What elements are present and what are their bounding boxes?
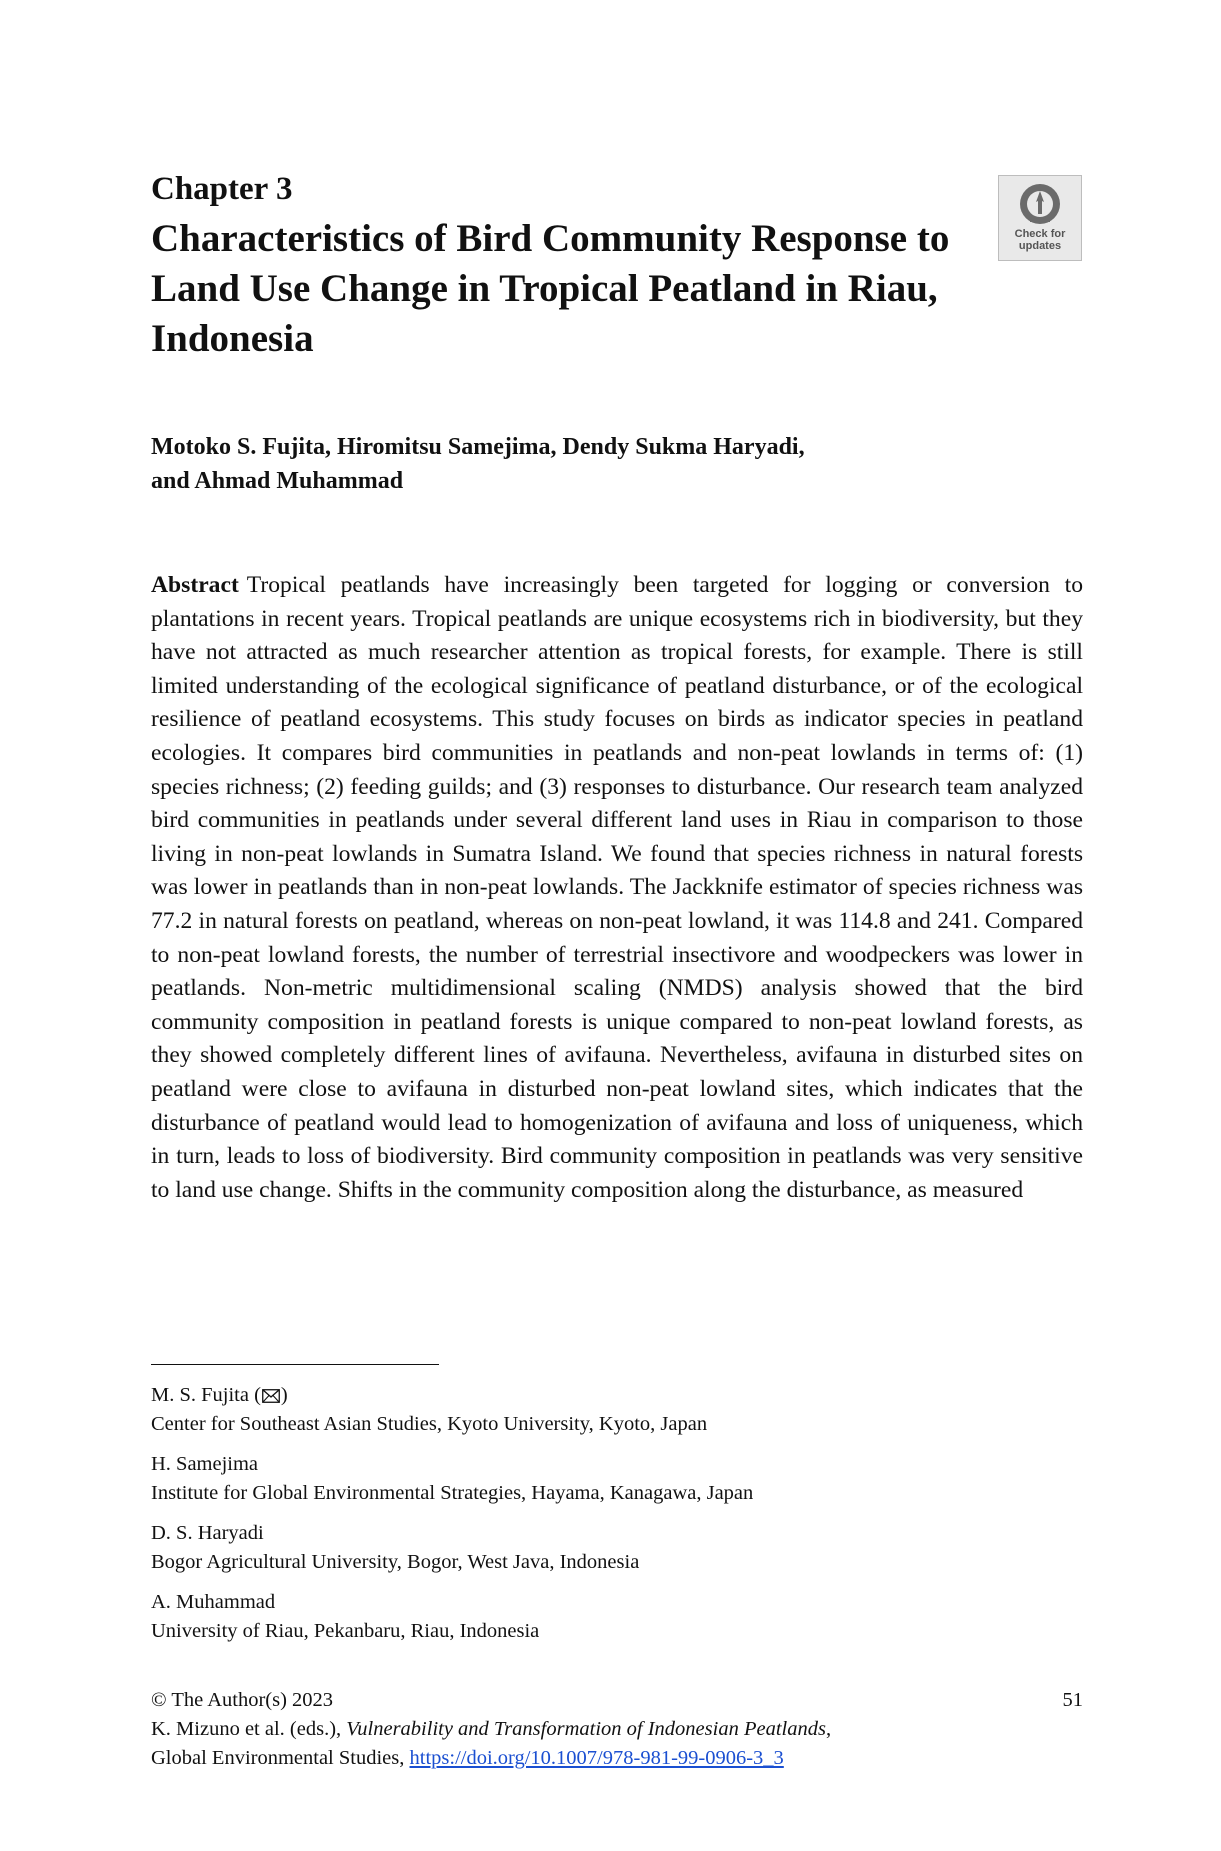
affiliation-author: D. S. Haryadi: [151, 1522, 264, 1544]
series-name: Global Environmental Studies,: [151, 1747, 410, 1769]
affiliation-author: A. Muhammad: [151, 1591, 276, 1613]
author-line-2: and Ahmad Muhammad: [151, 468, 404, 494]
affiliation-author-name-suffix: ): [280, 1384, 288, 1406]
affiliation-author: [151, 1381, 1051, 1410]
chapter-label: Chapter 3: [151, 171, 293, 207]
footnote-divider: [151, 1364, 439, 1365]
copyright-notice: © The Author(s) 2023: [151, 1689, 334, 1711]
page-number: 51: [1062, 1689, 1083, 1711]
affiliation-item: [151, 1450, 1051, 1508]
affiliation-institution: Institute for Global Environmental Strategies, Hayama, Kanagawa, Japan: [151, 1482, 754, 1504]
affiliation-list: [151, 1381, 1051, 1657]
affiliation-author: H. Samejima: [151, 1453, 259, 1475]
book-title-suffix: ,: [825, 1718, 832, 1740]
chapter-title: Characteristics of Bird Community Response to Land Use Change in Tropical Peatland in Riau, Indonesia: [151, 217, 950, 360]
book-title: Vulnerability and Transformation of Indonesian Peatlands: [346, 1718, 826, 1740]
author-list: [151, 430, 1001, 498]
check-for-updates-text: Check for updates: [1014, 228, 1066, 252]
affiliation-author-name: M. S. Fujita (: [151, 1384, 261, 1406]
email-icon[interactable]: [262, 1389, 280, 1403]
affiliation-item: [151, 1588, 1051, 1646]
affiliation-institution: University of Riau, Pekanbaru, Riau, Indonesia: [151, 1620, 540, 1642]
affiliation-institution: Bogor Agricultural University, Bogor, West Java, Indonesia: [151, 1551, 640, 1573]
page-footer: [151, 1686, 1083, 1773]
check-for-updates-badge-icon: [1018, 182, 1062, 226]
doi-link[interactable]: https://doi.org/10.1007/978-981-99-0906-3_3: [409, 1747, 784, 1769]
series-citation: [151, 1744, 1083, 1773]
affiliation-item: [151, 1381, 1051, 1439]
abstract-text: Tropical peatlands have increasingly been targeted for logging or conversion to plantations in recent years. Tropical peatlands are unique ecosystems rich in biodiversity, but they have not attracted as much researcher attention as tropical forests, for example. There is still limited understanding of the ecological significance of peatland disturbance, or of the ecological resilience of peatland ecosystems. This study focuses on birds as indicator species in peatland ecologies. It compares bird communities in peatlands and non-peat lowlands in terms of: (1) species richness; (2) feeding guilds; and (3) responses to disturbance. Our research team analyzed bird communities in peatlands under several different land uses in Riau in comparison to those living in non-peat lowlands in Sumatra Island. We found that species richness in natural forests was lower in peatlands than in non-peat lowlands. The Jackknife estimator of species richness was 77.2 in natural forests on peatland, whereas on non-peat lowland, it was 114.8 and 241. Compared to non-peat lowland forests, the number of terrestrial insectivore and woodpeckers was lower in peatlands. Non-metric multidimensional scaling (NMDS) analysis showed that the bird community composition in peatland forests is unique compared to non-peat lowland forests, as they showed completely different lines of avifauna. Nevertheless, avifauna in disturbed sites on peatland were close to avifauna in disturbed non-peat lowland sites, which indicates that the disturbance of peatland would lead to homogenization of avifauna and loss of uniqueness, which in turn, leads to loss of biodiversity. Bird community composition in peatlands was very sensitive to land use change. Shifts in the community composition along the disturbance, as measured: [151, 572, 1083, 1203]
affiliation-institution: Center for Southeast Asian Studies, Kyoto University, Kyoto, Japan: [151, 1413, 708, 1435]
abstract-label: Abstract: [151, 572, 239, 598]
author-line-1: Motoko S. Fujita, Hiromitsu Samejima, Dendy Sukma Haryadi,: [151, 434, 805, 460]
check-for-updates-badge[interactable]: [998, 175, 1082, 261]
book-citation: [151, 1715, 1083, 1744]
book-editors: K. Mizuno et al. (eds.),: [151, 1718, 347, 1740]
abstract-paragraph: [151, 569, 1083, 1207]
affiliation-item: [151, 1519, 1051, 1577]
